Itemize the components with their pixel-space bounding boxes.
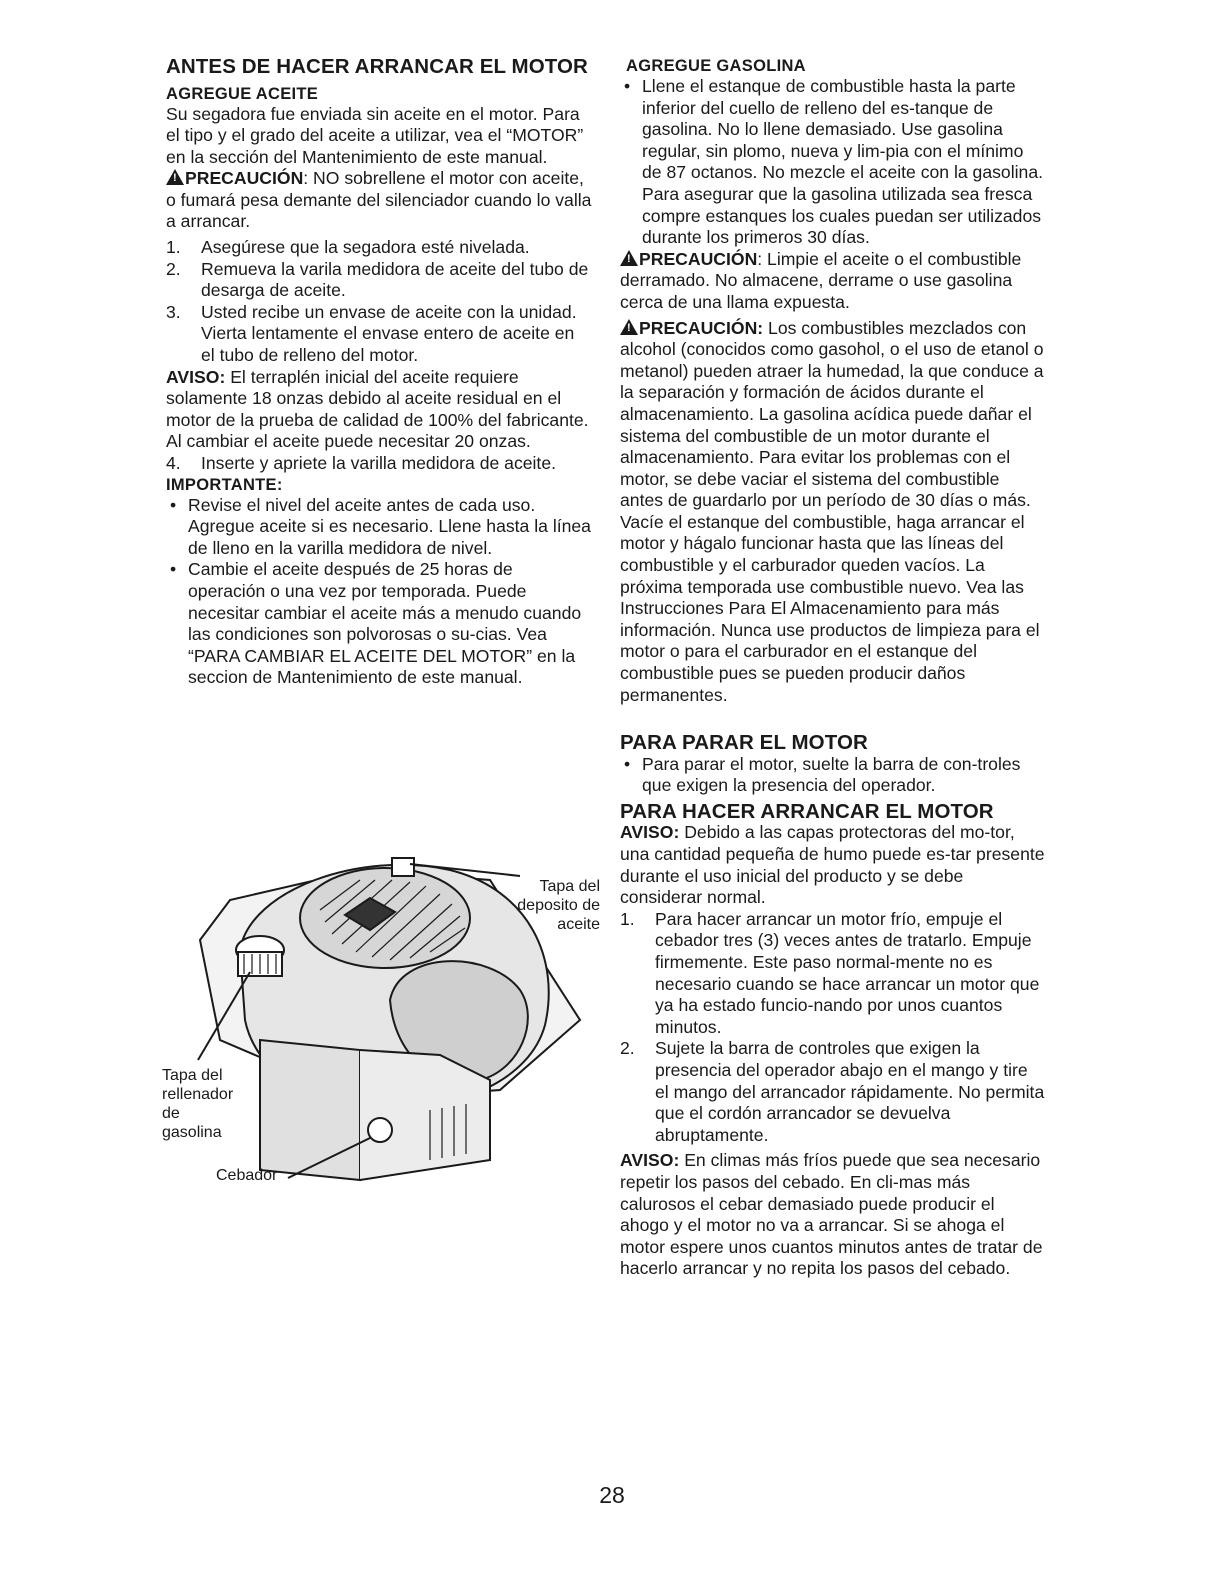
start-steps	[620, 909, 1046, 1147]
fuel-caution-1: !PRECAUCIÓN: Limpie el aceite o el combustible derramado. No almacene, derrame o use gasolina cerca de una llama expuesta.	[620, 249, 1046, 314]
list-item: • Para parar el motor, suelte la barra de con-troles que exigen la presencia del operador.	[624, 753, 1021, 796]
important-heading: IMPORTANTE:	[166, 475, 283, 494]
list-item: • Revise el nivel del aceite antes de cada uso. Agregue aceite si es necesario. Llene hasta la línea de lleno en la varilla medidora de nivel.	[170, 494, 591, 558]
warning-icon	[166, 169, 184, 185]
start-notice: AVISO: Debido a las capas protectoras del mo-tor, una cantidad pequeña de humo puede es-tar presente durante el uso inicial del producto y se debe considerar normal.	[620, 822, 1045, 908]
list-item: 1. Para hacer arrancar un motor frío, empuje el cebador tres (3) veces antes de tratarlo. Empuje firmemente. Este paso normal-mente no es necesario cuando se hace arrancar un motor que ya ha estado funcio-nando por unos cuantos minutos.	[620, 908, 1040, 1037]
primer-label: Cebador	[216, 1167, 278, 1184]
important-list	[166, 495, 592, 689]
oil-intro: Su segadora fue enviada sin aceite en el motor. Para el tipo y el grado del aceite a utilizar, vea el “MOTOR” en la sección del Mantenimiento de este manual.	[166, 103, 584, 167]
list-item: 2. Remueva la varila medidora de aceite del tubo de desarga de aceite.	[166, 258, 589, 301]
cold-notice: AVISO: En climas más fríos puede que sea necesario repetir los pasos del cebado. En cli-mas más calurosos el cebar demasiado puede producir el ahogo y el motor no va a arrancar. Si se ahoga el motor espere unos cuantos minutos antes de tratar de hacerlo arrancar y no repita los pasos del cebado.	[620, 1150, 1043, 1279]
oil-caution: !PRECAUCIÓN: NO sobrellene el motor con aceite, o fumará pesa demante del silenciador cuando lo valla a arrancar.	[166, 168, 592, 233]
oil-notice: AVISO: El terraplén inicial del aceite requiere solamente 18 onzas debido al aceite residual en el motor de la prueba de calidad de 100% del fabricante. Al cambiar el aceite puede necesitar 20 onzas.	[166, 366, 589, 452]
start-heading: PARA HACER ARRANCAR EL MOTOR	[620, 799, 994, 823]
fuel-heading: AGREGUE GASOLINA	[626, 57, 806, 75]
warning-icon	[620, 319, 638, 335]
warning-icon	[620, 250, 638, 266]
right-column	[620, 56, 1046, 1280]
page-number: 28	[599, 1482, 625, 1508]
list-item: 4. Inserte y apriete la varilla medidora de aceite.	[166, 453, 556, 473]
list-item: 1. Asegúrese que la segadora esté nivelada.	[166, 237, 530, 258]
fuel-caution-2: !PRECAUCIÓN: Los combustibles mezclados con alcohol (conocidos como gasohol, o el uso de etanol o metanol) pueden atraer la humedad, la que conduce a la separación y formación de ácidos durante el almacenamiento. La gasolina acídica puede dañar el sistema del combustible de un motor durante el almacenamiento. Para evitar los problemas con el motor, se debe vaciar el sistema del combustible antes de guardarlo por un período de 30 días o más. Vacíe el estanque del combustible, haga arrancar el motor y hágalo funcionar hasta que las líneas del combustible y el carburador queden vacíos. La próxima temporada use combustible nuevo. Vea las Instrucciones Para El Almacenamiento para más información. Nunca use productos de limpieza para el motor o para el carburador en el estanque del combustible pues se pueden producir daños permanentes.	[620, 318, 1046, 707]
fuel-list	[620, 76, 1046, 249]
left-column	[166, 56, 592, 689]
stop-list	[620, 754, 1046, 797]
oil-cap-label: Tapa del deposito de aceite	[517, 878, 600, 933]
fuel-cap-label: Tapa del rellenador de gasolina	[162, 1067, 234, 1141]
list-item: • Cambie el aceite después de 25 horas de operación o una vez por temporada. Puede necesitar cambiar el aceite más a menudo cuando las condiciones son polvorosas o su-cias. Vea “PARA CAMBIAR EL ACEITE DEL MOTOR” en la seccion de Mantenimiento de este manual.	[170, 559, 582, 688]
stop-heading: PARA PARAR EL MOTOR	[620, 731, 868, 755]
list-item: 3. Usted recibe un envase de aceite con la unidad. Vierta lentamente el envase entero de aceite en el tubo de relleno del motor.	[166, 301, 577, 366]
section-title: ANTES DE HACER ARRANCAR EL MOTOR	[166, 55, 588, 78]
list-item: • Llene el estanque de combustible hasta la parte inferior del cuello de relleno del es-tanque de gasolina. No lo llene demasiado. Use gasolina regular, sin plomo, nueva y lim-pia con el mínimo de 87 octanos. No mezcle el aceite con la gasolina. Para asegurar que la gasolina utilizada sea fresca compre estanques los cuales puedan ser utilizados durante los primeros 30 días.	[624, 76, 1043, 248]
oil-heading: AGREGUE ACEITE	[166, 84, 319, 103]
engine-illustration	[160, 840, 600, 1210]
oil-step-4	[166, 453, 592, 475]
list-item: 2. Sujete la barra de controles que exigen la presencia del operador abajo en el mango y tire el mango del arrancador rápidamente. No permita que el cordón arrancador se devuelva abruptamente.	[620, 1038, 1045, 1145]
oil-steps	[166, 237, 592, 367]
